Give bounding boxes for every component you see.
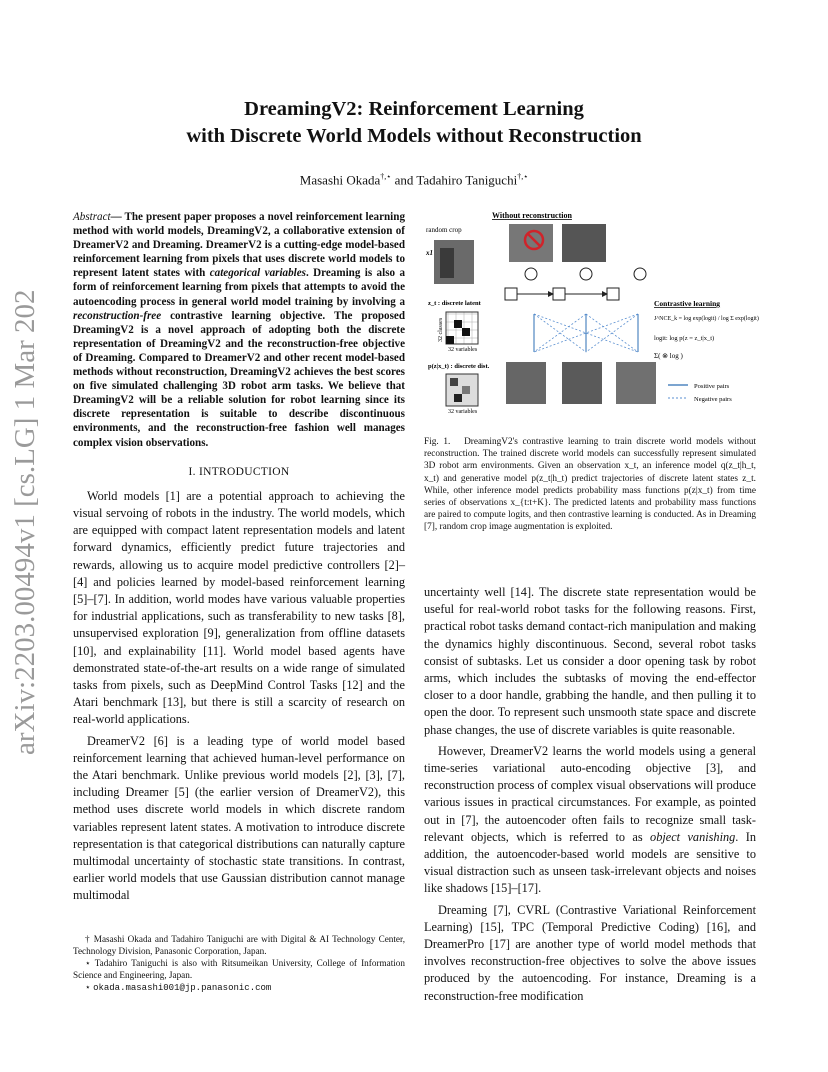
figure-caption	[424, 436, 756, 534]
label-discrete-dist: p(z|x_t) : discrete dist.	[428, 363, 490, 370]
caption-text: DreamingV2's contrastive learning to train discrete world models without reconstruction. The trained discrete world models can successfully represent simulated 3D robot arm environments. Given an observation x_t, an inference model q(z_t|h_t, x_t) and generative model p(z_t|h_t) predict trajectories of discrete latent states z_t. While, other inference model predicts probability mass functions p(z|x_t) from time series of observations x_{t:t+K}. The predicted latents and probability mass functions are paired to compute logits, and then contrastive learning is conducted. As in Dreaming [7], random crop image augmentation is exploited.	[424, 437, 756, 533]
label-logit-expr: Σ( ⊗ log )	[654, 352, 683, 360]
label-variables-1: 32 variables	[448, 347, 478, 353]
label-contrastive-learning: Contrastive learning	[654, 299, 721, 308]
label-x1: x1	[426, 249, 433, 257]
author-1-affil: †,⋆	[380, 172, 392, 181]
z2-node	[580, 268, 592, 280]
figure-1	[424, 210, 760, 430]
h3-node	[607, 288, 619, 300]
caption-label: Fig. 1.	[424, 437, 451, 447]
h1-node	[505, 288, 517, 300]
obs-image-3	[616, 362, 656, 404]
abstract	[73, 210, 405, 450]
obs-image-1	[506, 362, 546, 404]
title-line-1: DreamingV2: Reinforcement Learning	[244, 98, 584, 120]
right-paragraph-2	[424, 743, 756, 898]
z3-node	[634, 268, 646, 280]
footnote-ritsumeikan: ⋆ Tadahiro Taniguchi is also with Ritsumeikan University, College of Information Science and Engineering, Japan.	[73, 958, 405, 980]
right-p2-emphasis: object vanishing	[650, 829, 736, 844]
arxiv-identifier	[4, 290, 44, 760]
author-conjunction: and	[391, 172, 417, 188]
email-link[interactable]: okada.masashi001@jp.panasonic.com	[93, 983, 272, 993]
title-line-2: with Discrete World Models without Reconstruction	[186, 125, 642, 147]
label-nce-objective: J^NCE_k = log exp(logit) / log Σ exp(logit)	[654, 316, 759, 322]
abstract-dash: —	[110, 211, 125, 223]
abstract-text-c: contrastive learning objective. The proposed DreamingV2 is a novel approach of adopting both the discrete representation of DreamingV2 and the reconstruction-free objective of Dreaming. Compared to DreamerV2 and other recent model-based methods without reconstruction, DreamingV2 achieves the best scores on five simulated challenging 3D robot arm tasks. We believe that DreamingV2 will be a reliable solution for robot learning since its discrete representation is suitable to describe discontinuous environments, and the reconstruction-free fashion well manages complex vision observations.	[73, 309, 405, 449]
recon-image-2	[562, 224, 606, 262]
footnotes	[73, 933, 405, 994]
label-without-reconstruction: Without reconstruction	[492, 211, 572, 220]
z1-node	[525, 268, 537, 280]
paper-title	[60, 96, 768, 150]
intro-paragraph-2: DreamerV2 [6] is a leading type of world model based reinforcement learning that achieved human-level performance on the Atari benchmark. Unlike previous world models [2], [3], [7], including Dreamer [5] (the earlier version of DreamerV2), this method uses discrete world models in which discrete random variables represent latent states. A motivation to introduce discrete representation is that categorical distributions can naturally capture multimodal uncertainty of stochastic state transitions. In contrast, earlier world models that use Gaussian distribution cannot manage multimodal	[73, 733, 405, 903]
abstract-text-b: . Dreaming is also a form of reinforcement learning from pixels that attempts to avoid the autoencoding process in general world model training by involving a	[73, 267, 405, 308]
label-classes-1: 32 classes	[438, 317, 444, 342]
obs-image-2	[562, 362, 602, 404]
footnote-email-marker: ⋆	[85, 982, 94, 992]
abstract-em-b: reconstruction-free	[73, 309, 162, 322]
robot-arm-shape	[440, 248, 454, 278]
intro-paragraph-1: World models [1] are a potential approach to achieving the visual servoing of robots in the industry. The world models, which are equipped with compact latent representation models and latent forward dynamics, efficiently predict future trajectories and rewards, allowing us to acquire model predictive controllers [2]–[4] and policies learned by model-based reinforcement learning [5]–[7]. In addition, world modes have various valuable properties for industrial applications, such as transferability to new tasks [8], unsupervised exploration [9], generalization from offline datasets [10], and explainability [11]. World model based agents have demonstrated state-of-the-art results on a wide range of simulated tasks from pixels, such as DeepMind Control Tasks [12] and the Atari benchmark [13], but there is still a scarcity of research on real-world applications.	[73, 488, 405, 727]
author-1: Masashi Okada	[299, 172, 381, 188]
abstract-label: Abstract	[73, 211, 111, 223]
footnote-email	[73, 981, 405, 994]
abstract-text-a: The present paper proposes a novel reinforcement learning method with world models, DreamingV2, a collaborative extension of DreamerV2 and Dreaming. DreamerV2 is a cutting-edge model-based reinforcement learning from pixels that uses discrete world models to represent latent states with	[73, 211, 405, 280]
right-column	[424, 584, 756, 1009]
abstract-em-a: categorical variables	[209, 267, 306, 280]
right-p2-text-a: However, DreamerV2 learns the world models using a general time-series variational auto-encoding objective [3], and reconstruction process of complex visual observations will produce various issues in practical circumstances. For example, as pointed out in [7], the autoencoder often fails to recognize small task-relevant objects, which is referred to as	[424, 743, 756, 844]
author-list	[60, 172, 768, 188]
label-discrete-latent: z_t : discrete latent	[428, 300, 481, 307]
arxiv-id-text: arXiv:2203.00494v1 [cs.LG] 1 Mar 2022	[9, 290, 41, 755]
footnote-affiliation: † Masashi Okada and Tadahiro Taniguchi are with Digital & AI Technology Center, Technology Division, Panasonic Corporation, Japan.	[73, 934, 405, 956]
right-paragraph-1: uncertainty well [14]. The discrete state representation would be useful for real-world robot tasks for the following reasons. First, practical robot tasks demand contact-rich manipulation and making the dynamics highly discontinuous. Second, several robot tasks consist of subtasks. Let us consider a door opening task by robot arms, which includes the subtasks of moving the end-effector closer to a door handle, grabbing the handle, and then pulling it to open the door. To represent such unsmooth state space and discrete phase changes, the use of discrete variables is quite reasonable.	[424, 585, 756, 737]
right-paragraph-3: Dreaming [7], CVRL (Contrastive Variational Reinforcement Learning) [15], TPC (Temporal Predictive Coding) [16], and DreamerPro [17] are another type of world model methods that involves reconstruction-free objectives to solve the above issues produced by the autoencoding. For instance, Dreaming is a reconstruction-free modification	[424, 902, 756, 1003]
legend-negative: Negative pairs	[694, 396, 732, 403]
h2-node	[553, 288, 565, 300]
right-p2-text-b: . In addition, the autoencoder-based world models are sensitive to visual distraction such as unseen task-irrelevant objects and noises like shadows [15]–[17].	[424, 829, 756, 896]
label-random-crop: random crop	[426, 226, 462, 234]
label-logit-def: logit: log p(z = z_t|x_t)	[654, 335, 715, 342]
section-heading-introduction: I. INTRODUCTION	[188, 465, 290, 478]
legend-positive: Positive pairs	[694, 383, 730, 390]
label-variables-2: 32 variables	[448, 409, 478, 415]
left-column	[73, 210, 405, 909]
author-2: Tadahiro Taniguchi	[416, 172, 518, 188]
figure-diagram	[424, 210, 760, 430]
recon-image-1	[509, 224, 553, 262]
author-2-affil: †,⋆	[517, 172, 529, 181]
